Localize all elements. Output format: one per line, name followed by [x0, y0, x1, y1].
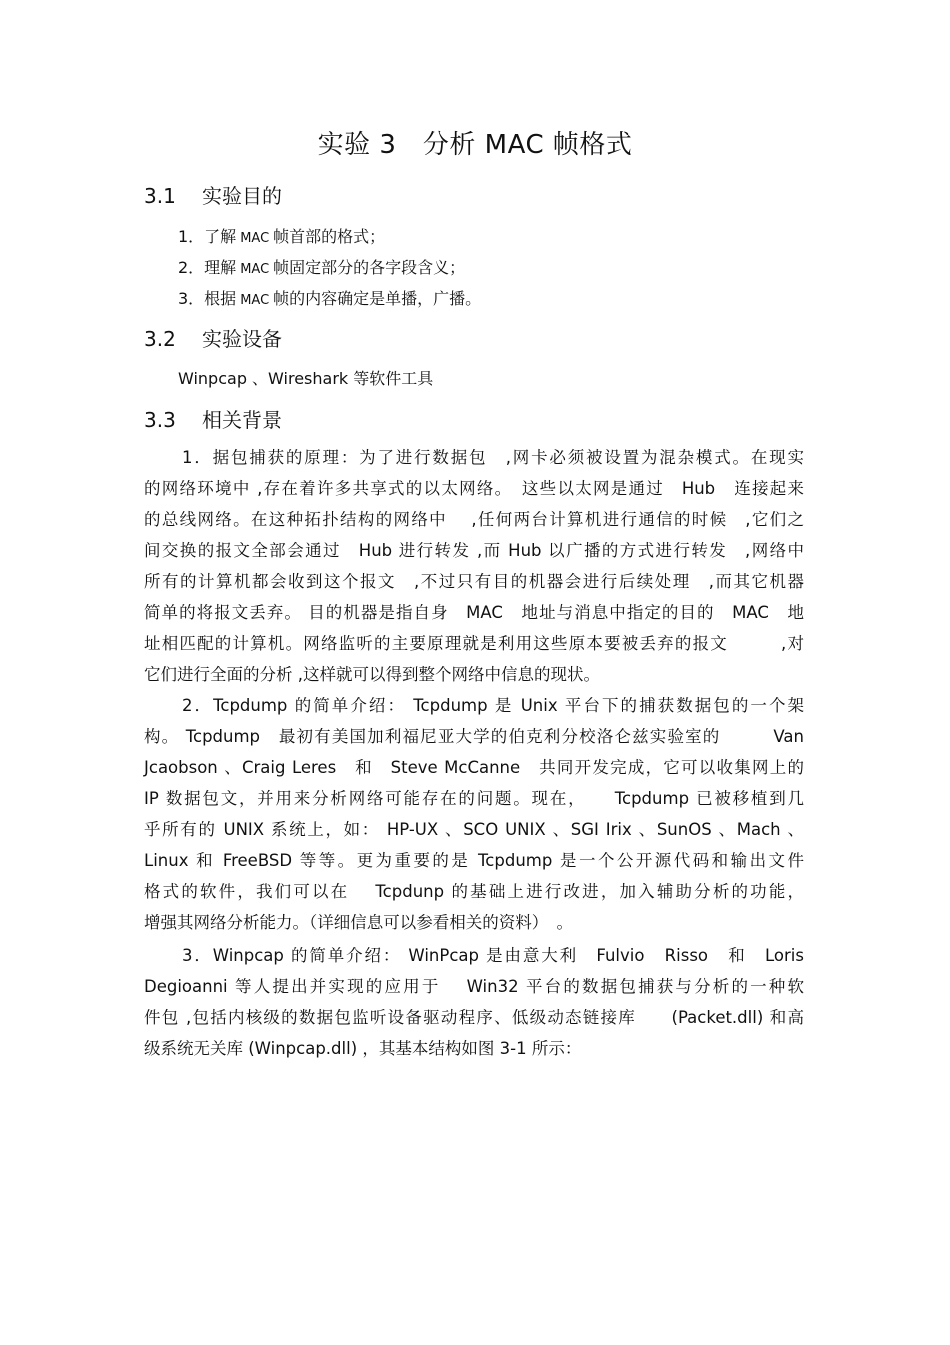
list-item: 1．了解 MAC 帧首部的格式； [178, 227, 386, 246]
paragraph-winpcap: 3．Winpcap 的简单介绍： WinPcap 是由意大利 Fulvio Risso 和 Loris Degioanni 等人提出并实现的应用于 Win32 平台的数据包捕获与分析的一种软 件包 ,包括内核级的数据包监听设备驱动程序、低级动态链接库 (Packet.dll) 和高 级系统无关库 (Winpcap.dll) ，其基本结构如图 3-1 所示： [144, 946, 804, 1058]
section-number: 3.2 [144, 327, 176, 351]
section-title: 实验设备 [202, 327, 282, 351]
section-heading-3-3 [144, 404, 282, 433]
list-item: 2．理解 MAC 帧固定部分的各字段含义； [178, 258, 466, 277]
section-title: 实验目的 [202, 184, 282, 208]
list-item: 3．根据 MAC 帧的内容确定是单播，广播。 [178, 289, 482, 308]
section-number: 3.3 [144, 408, 176, 432]
paragraph-tcpdump: 2．Tcpdump 的简单介绍： Tcpdump 是 Unix 平台下的捕获数据包的一个架 构。 Tcpdump 最初有美国加利福尼亚大学的伯克利分校洛仑兹实验室的 Van Jcaobson 、Craig Leres 和 Steve McCanne 共同开发完成，它可以收集网上的 IP 数据包文，并用来分析网络可能存在的问题。现在， Tcpdump 已被移植到几 乎所有的 UNIX 系统上，如： HP-UX 、SCO UNIX 、SGI Irix 、SunOS 、Mach 、 Linux 和 FreeBSD 等等。更为重要的是 Tcpdump 是一个公开源代码和输出文件 格式的软件，我们可以在 Tcpdunp 的基础上进行改进，加入辅助分析的功能， 增强其网络分析能力。（详细信息可以参看相关的资料） 。 [144, 696, 804, 932]
section-heading-3-2 [144, 323, 282, 352]
section-number: 3.1 [144, 184, 176, 208]
paragraph-capture-principle: 1．据包捕获的原理：为了进行数据包 ,网卡必须被设置为混杂模式。在现实 的网络环境中 ,存在着许多共享式的以太网络。 这些以太网是通过 Hub 连接起来 的总线网络。在这种拓扑结构的网络中 ,任何两台计算机进行通信的时候 ,它们之 间交换的报文全部会通过 Hub 进行转发 ,而 Hub 以广播的方式进行转发 ,网络中 所有的计算机都会收到这个报文 ,不过只有目的机器会进行后续处理 ,而其它机器 简单的将报文丢弃。 目的机器是指自身 MAC 地址与消息中指定的目的 MAC 地 址相匹配的计算机。网络监听的主要原理就是利用这些原本要被丢弃的报文 ,对 它们进行全面的分析 ,这样就可以得到整个网络中信息的现状。 [144, 448, 804, 684]
equipment-text: Winpcap 、Wireshark 等软件工具 [178, 369, 434, 388]
section-heading-3-1 [144, 180, 282, 209]
document-title: 实验 3 分析 MAC 帧格式 [317, 130, 633, 160]
section-title: 相关背景 [202, 408, 282, 432]
